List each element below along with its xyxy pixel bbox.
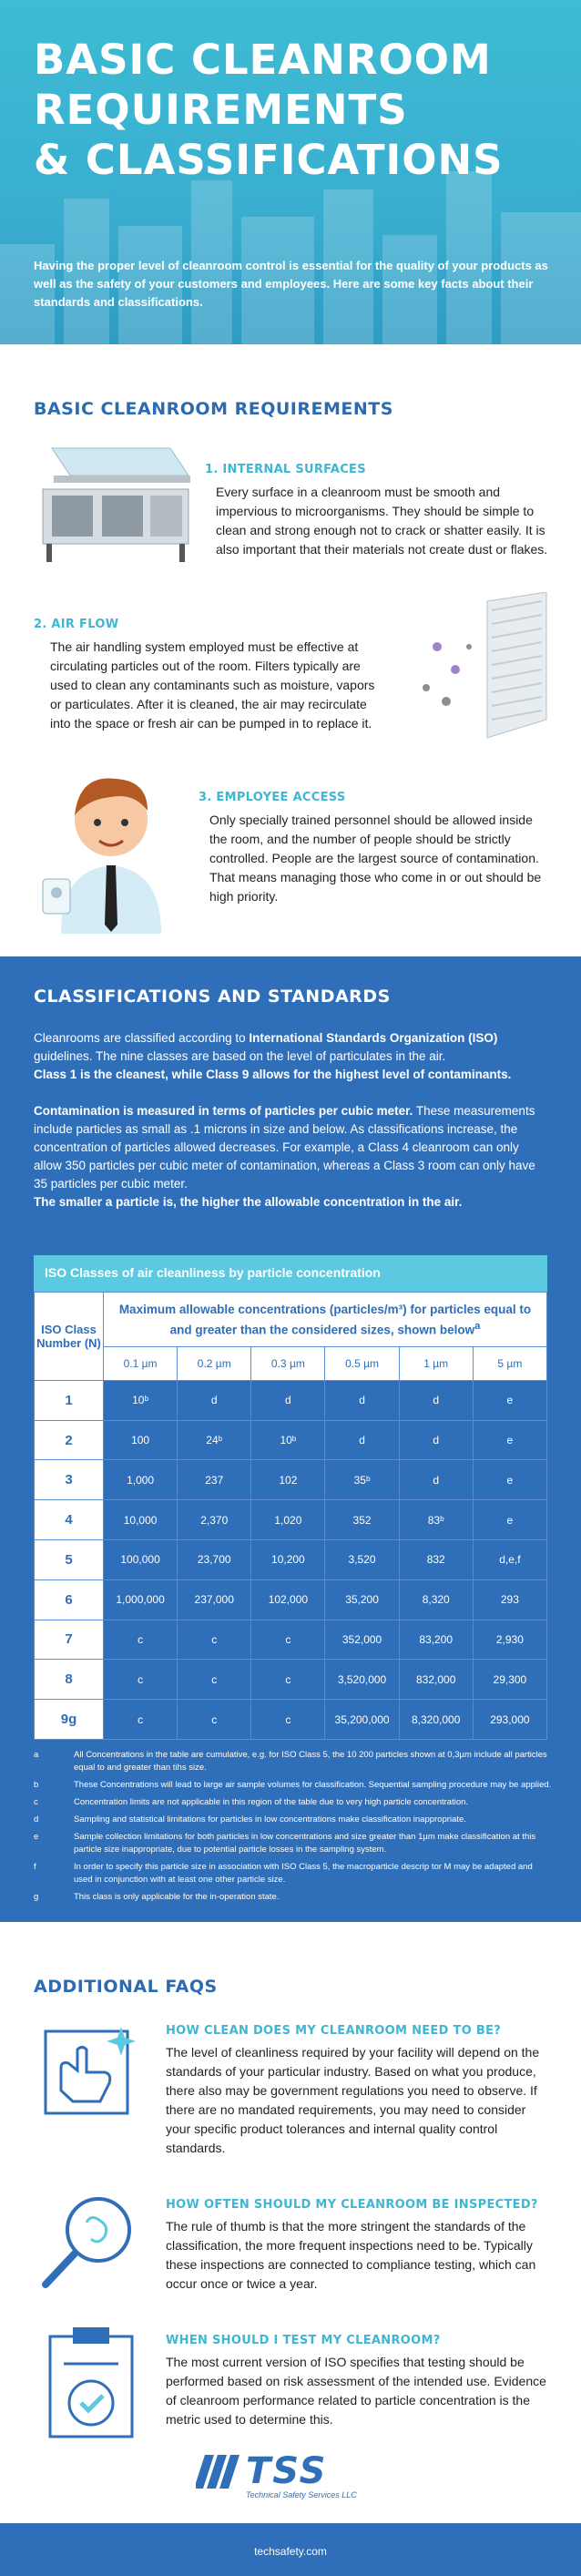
- title-line-3: & CLASSIFICATIONS: [34, 136, 504, 184]
- concentration-cell: 102: [251, 1460, 325, 1500]
- classifications-paragraph-1: [34, 1029, 548, 1084]
- concentration-cell: 3,520: [325, 1540, 399, 1580]
- concentration-cell: c: [178, 1660, 251, 1700]
- concentration-cell: 100: [104, 1420, 178, 1460]
- faq-answer-2: The rule of thumb is that the more stringent the standards of the classification, the more frequent inspections need to be. Typically these inspections are connected to compliance testing, which can occur once or twice a year.: [166, 2219, 536, 2291]
- faq-question-3: WHEN SHOULD I TEST MY CLEANROOM?: [166, 2334, 441, 2347]
- concentration-cell: e: [473, 1420, 546, 1460]
- concentration-cell: 35,200: [325, 1579, 399, 1620]
- classifications-paragraph-2: [34, 1102, 548, 1211]
- magnifier-icon: [36, 2186, 146, 2295]
- concentration-cell: e: [473, 1500, 546, 1540]
- concentration-cell: 1,000: [104, 1460, 178, 1500]
- intro-text: Having the proper level of cleanroom control is essential for the quality of your products as well as the safety of your customers and employees. Here are some key facts about their standards and classifications.: [34, 259, 548, 309]
- footnote-key: d: [34, 1814, 39, 1825]
- para2-text-highlight: The smaller a particle is, the higher the allowable concentration in the air.: [34, 1195, 463, 1209]
- requirement-text-1: Every surface in a cleanroom must be smooth and impervious to microorganisms. They should be simple to clean and strong enough not to crack or shatter easily. It is also important that their materials not create dust or flakes.: [216, 485, 548, 557]
- concentration-cell: c: [251, 1620, 325, 1660]
- concentration-cell: 10,000: [104, 1500, 178, 1540]
- footnote-text: All Concentrations in the table are cumulative, e.g. for ISO Class 5, the 10 200 particles shown at 0,3µm include all particles equal to and greater than tihs size.: [74, 1750, 547, 1773]
- concentration-cell: 10ᵇ: [251, 1420, 325, 1460]
- caption-text: Maximum allowable concentrations (particles/m³) for particles equal to and greater than the considered sizes, shown below: [118, 1302, 532, 1337]
- logo-subtitle: Technical Safety Services LLC: [246, 2490, 357, 2499]
- para1-text-c: guidelines. The nine classes are based on the level of particulates in the air.: [34, 1049, 446, 1063]
- footer: [0, 2523, 581, 2576]
- concentration-cell: 293: [473, 1579, 546, 1620]
- requirement-heading-1: 1. INTERNAL SURFACES: [205, 463, 366, 476]
- city-skyline-graphic: [0, 162, 581, 344]
- tss-logo: [196, 2450, 387, 2505]
- concentration-cell: 83,200: [399, 1620, 473, 1660]
- logo-text: TSS: [246, 2450, 328, 2492]
- concentration-cell: d,e,f: [473, 1540, 546, 1580]
- iso-class-cell: 2: [35, 1420, 104, 1460]
- table-row: [35, 1579, 547, 1620]
- requirement-text-2: The air handling system employed must be effective at circulating particles out of the room. Filters typically are used to clean any contaminants such as moisture, vapors or particulates. After it is cleaned, the air may recirculate into the space or fresh air can be pumped in to replace it.: [50, 639, 375, 731]
- concentration-cell: 3,520,000: [325, 1660, 399, 1700]
- table-row: [35, 1500, 547, 1540]
- concentration-cell: 10,200: [251, 1540, 325, 1580]
- requirement-heading-2: 2. AIR FLOW: [34, 618, 119, 631]
- table-footnotes: [34, 1749, 553, 1908]
- footnote-text: In order to specify this particle size in association with ISO Class 5, the macroparticle descrip tor M may be adapted and used in conjunction with at least one other particle size.: [74, 1862, 533, 1885]
- footnote: [34, 1891, 553, 1904]
- concentration-cell: 35,200,000: [325, 1700, 399, 1740]
- requirement-heading-3: 3. EMPLOYEE ACCESS: [199, 791, 346, 804]
- size-header: 0.5 µm: [325, 1346, 399, 1380]
- concentration-cell: c: [251, 1660, 325, 1700]
- faq-question-2: HOW OFTEN SHOULD MY CLEANROOM BE INSPECTED?: [166, 2198, 538, 2212]
- concentration-cell: 83ᵇ: [399, 1500, 473, 1540]
- table-row-label-header: [35, 1293, 104, 1381]
- iso-class-cell: 9g: [35, 1700, 104, 1740]
- clean-hand-icon: [41, 2018, 141, 2118]
- size-header: 0.1 µm: [104, 1346, 178, 1380]
- iso-class-cell: 4: [35, 1500, 104, 1540]
- footnote-key: g: [34, 1892, 39, 1902]
- concentration-cell: 832,000: [399, 1660, 473, 1700]
- concentration-cell: d: [399, 1460, 473, 1500]
- footnote: [34, 1796, 553, 1809]
- concentration-cell: c: [104, 1660, 178, 1700]
- size-header: 5 µm: [473, 1346, 546, 1380]
- iso-class-cell: 5: [35, 1540, 104, 1580]
- concentration-cell: 2,930: [473, 1620, 546, 1660]
- page-title: [34, 35, 504, 185]
- concentration-cell: 2,370: [178, 1500, 251, 1540]
- concentration-cell: d: [325, 1420, 399, 1460]
- title-line-2: REQUIREMENTS: [34, 86, 408, 134]
- size-header: 0.2 µm: [178, 1346, 251, 1380]
- concentration-cell: 29,300: [473, 1660, 546, 1700]
- size-header-row: [35, 1346, 547, 1380]
- para1-text-highlight: Class 1 is the cleanest, while Class 9 allows for the highest level of contaminants.: [34, 1068, 512, 1081]
- table-row: [35, 1460, 547, 1500]
- concentration-cell: e: [473, 1380, 546, 1420]
- requirements-title: BASIC CLEANROOM REQUIREMENTS: [34, 399, 393, 419]
- para2-text-bold: Contamination is measured in terms of particles per cubic meter.: [34, 1104, 413, 1118]
- concentration-cell: 1,020: [251, 1500, 325, 1540]
- concentration-cell: c: [178, 1620, 251, 1660]
- footnote: [34, 1814, 553, 1826]
- classifications-title: CLASSIFICATIONS AND STANDARDS: [34, 986, 391, 1007]
- faq-question-1: HOW CLEAN DOES MY CLEANROOM NEED TO BE?: [166, 2024, 502, 2038]
- concentration-cell: 293,000: [473, 1700, 546, 1740]
- caption-superscript: a: [474, 1320, 481, 1332]
- concentration-cell: 8,320: [399, 1579, 473, 1620]
- footnote-key: b: [34, 1780, 39, 1790]
- faqs-title: ADDITIONAL FAQS: [34, 1977, 218, 1997]
- requirement-text-3: Only specially trained personnel should be allowed inside the room, and the number of people should be strictly controlled. People are the largest source of contamination. That means managing those who come in or out should be high priority.: [209, 813, 542, 904]
- concentration-cell: 352,000: [325, 1620, 399, 1660]
- footer-url[interactable]: techsafety.com: [254, 2545, 327, 2558]
- para2-text-body: These measurements include particles as small as .1 microns in size and below. As classifications increase, the concentration of particles allowed decreases. For example, a Class 4 cleanroom can only allow 350 particles per cubic meter of contamination, whereas a Class 3 room can only have 35 particles per cubic meter.: [34, 1104, 535, 1191]
- hero-banner: [0, 0, 581, 344]
- para1-text-bold: International Standards Organization (ISO): [249, 1031, 498, 1045]
- footnote-key: c: [34, 1797, 38, 1807]
- concentration-cell: d: [178, 1380, 251, 1420]
- table-row: [35, 1700, 547, 1740]
- concentration-cell: c: [178, 1700, 251, 1740]
- concentration-cell: 10ᵇ: [104, 1380, 178, 1420]
- concentration-cell: d: [399, 1380, 473, 1420]
- faq-answer-3: The most current version of ISO specifies that testing should be performed based on risk assessment of the intended use. Evidence of cleanroom performance related to particle concentration is the metric used to determine this.: [166, 2355, 546, 2427]
- concentration-cell: d: [325, 1380, 399, 1420]
- footnote: [34, 1831, 553, 1856]
- iso-class-cell: 7: [35, 1620, 104, 1660]
- air-filter-illustration: [401, 592, 556, 747]
- size-header: 0.3 µm: [251, 1346, 325, 1380]
- concentration-cell: 102,000: [251, 1579, 325, 1620]
- concentration-cell: d: [399, 1420, 473, 1460]
- table-caption: [104, 1293, 547, 1347]
- concentration-cell: 100,000: [104, 1540, 178, 1580]
- footnote: [34, 1861, 553, 1886]
- concentration-cell: 1,000,000: [104, 1579, 178, 1620]
- iso-class-cell: 1: [35, 1380, 104, 1420]
- footnote: [34, 1779, 553, 1792]
- table-body: [35, 1380, 547, 1739]
- table-row: [35, 1420, 547, 1460]
- footnote-key: a: [34, 1750, 39, 1760]
- concentration-cell: e: [473, 1460, 546, 1500]
- concentration-cell: d: [251, 1380, 325, 1420]
- footnote-text: These Concentrations will lead to large air sample volumes for classification. Sequential sampling procedure may be applied.: [74, 1780, 552, 1790]
- footnote-text: Concentration limits are not applicable in this region of the table due to very high particle concentration.: [74, 1797, 469, 1807]
- clipboard-check-icon: [41, 2323, 141, 2441]
- concentration-cell: 23,700: [178, 1540, 251, 1580]
- footnote-text: This class is only applicable for the in-operation state.: [74, 1892, 280, 1902]
- para1-text-a: Cleanrooms are classified according to: [34, 1031, 250, 1045]
- concentration-cell: c: [251, 1700, 325, 1740]
- concentration-cell: 35ᵇ: [325, 1460, 399, 1500]
- title-line-1: BASIC CLEANROOM: [34, 36, 492, 84]
- size-header: 1 µm: [399, 1346, 473, 1380]
- faq-answer-1: The level of cleanliness required by your facility will depend on the standards of your particular industry. Based on what you produce, there also may be government regulations you need to observe. If there are no mandated requirements, you may need to consider your specific product tolerances and internal quality control standards.: [166, 2045, 540, 2155]
- footnote-text: Sample collection limitations for both particles in low concentrations and size greater than 1µm make classification at this particle size inappropriate, due to potential particle losses in the sampling system.: [74, 1832, 536, 1855]
- table-row: [35, 1540, 547, 1580]
- cleanroom-table-illustration: [34, 439, 198, 567]
- footnote-key: f: [34, 1862, 36, 1872]
- concentration-cell: 8,320,000: [399, 1700, 473, 1740]
- concentration-cell: c: [104, 1700, 178, 1740]
- concentration-cell: 832: [399, 1540, 473, 1580]
- iso-classes-table: [34, 1292, 547, 1740]
- footnote: [34, 1749, 553, 1774]
- table-row: [35, 1620, 547, 1660]
- concentration-cell: 352: [325, 1500, 399, 1540]
- table-heading: ISO Classes of air cleanliness by particle concentration: [34, 1255, 547, 1292]
- concentration-cell: 24ᵇ: [178, 1420, 251, 1460]
- iso-class-cell: 3: [35, 1460, 104, 1500]
- concentration-cell: 237: [178, 1460, 251, 1500]
- row-label-text: ISO Class Number (N): [36, 1322, 101, 1350]
- concentration-cell: 237,000: [178, 1579, 251, 1620]
- employee-illustration: [34, 751, 189, 934]
- iso-class-cell: 6: [35, 1579, 104, 1620]
- footnote-key: e: [34, 1832, 39, 1842]
- footnote-text: Sampling and statistical limitations for particles in low concentrations make classification inappropriate.: [74, 1814, 466, 1825]
- table-row: [35, 1380, 547, 1420]
- iso-class-cell: 8: [35, 1660, 104, 1700]
- table-row: [35, 1660, 547, 1700]
- concentration-cell: c: [104, 1620, 178, 1660]
